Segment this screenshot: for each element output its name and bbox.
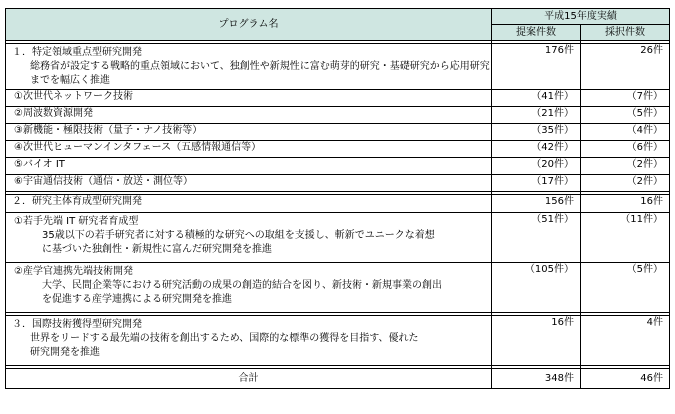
proposed-count: 176件	[492, 44, 581, 90]
adopted-count: 4件	[581, 316, 670, 366]
table-row	[6, 44, 670, 90]
adopted-count: 16件	[581, 195, 670, 213]
adopted-count: （7件）	[581, 90, 670, 107]
proposed-count: （42件）	[492, 141, 581, 158]
table-row	[6, 263, 670, 313]
sub-item-label: ④次世代ヒューマンインタフェース（五感情報通信等）	[6, 141, 492, 158]
adopted-count-header: 採択件数	[581, 25, 670, 41]
adopted-count: （2件）	[581, 175, 670, 192]
sub-item-cell	[6, 263, 492, 313]
proposed-count: 16件	[492, 316, 581, 366]
proposed-count: （17件）	[492, 175, 581, 192]
section-cell	[6, 44, 492, 90]
adopted-count: 26件	[581, 44, 670, 90]
total-adopted: 46件	[581, 369, 670, 389]
section-title: ２．研究主体育成型研究開発	[6, 195, 492, 213]
table-row	[6, 175, 670, 192]
table-row	[6, 107, 670, 124]
proposed-count-header: 提案件数	[492, 25, 581, 41]
section-description: 研究開発を推進	[30, 347, 100, 358]
table-row	[6, 90, 670, 107]
table-row	[6, 316, 670, 366]
program-name-header: プログラム名	[6, 9, 492, 41]
adopted-count: （2件）	[581, 158, 670, 175]
sub-item-label: ②周波数資源開発	[6, 107, 492, 124]
sub-item-label: ②産学官連携先端技術開発	[14, 266, 133, 277]
table-row	[6, 124, 670, 141]
proposed-count: （21件）	[492, 107, 581, 124]
sub-item-description: 35歳以下の若手研究者に対する積極的な研究への取組を支援し、斬新でユニークな着想	[42, 230, 435, 241]
total-label: 合計	[6, 369, 492, 389]
adopted-count: （4件）	[581, 124, 670, 141]
total-proposed: 348件	[492, 369, 581, 389]
adopted-count: （6件）	[581, 141, 670, 158]
adopted-count: （11件）	[581, 213, 670, 263]
year-header: 平成15年度実績	[492, 9, 670, 25]
sub-item-label: ③新機能・極限技術（量子・ナノ技術等）	[6, 124, 492, 141]
sub-item-cell	[6, 213, 492, 263]
adopted-count: （5件）	[581, 263, 670, 313]
sub-item-label: ⑤バイオ IT	[6, 158, 492, 175]
total-row	[6, 369, 670, 389]
sub-item-description: を促進する産学連携による研究開発を推進	[42, 294, 232, 305]
sub-item-description: に基づいた独創性・新規性に富んだ研究開発を推進	[42, 244, 272, 255]
sub-item-label: ①若手先端 IT 研究者育成型	[14, 216, 139, 227]
proposed-count: （20件）	[492, 158, 581, 175]
proposed-count: （41件）	[492, 90, 581, 107]
table-row	[6, 141, 670, 158]
table-row	[6, 213, 670, 263]
sub-item-description: 大学、民間企業等における研究活動の成果の創造的結合を図り、新技術・新規事業の創出	[42, 280, 442, 291]
proposed-count: （105件）	[492, 263, 581, 313]
section-description: 世界をリードする最先端の技術を創出するため、国際的な標準の獲得を目指す、優れた	[30, 333, 419, 344]
table-row	[6, 158, 670, 175]
adopted-count: （5件）	[581, 107, 670, 124]
proposed-count: （51件）	[492, 213, 581, 263]
section-title: ３．国際技術獲得型研究開発	[12, 319, 142, 330]
section-title: １．特定領域重点型研究開発	[12, 47, 142, 58]
section-cell	[6, 316, 492, 366]
proposed-count: （35件）	[492, 124, 581, 141]
program-table	[5, 8, 670, 389]
sub-item-label: ⑥宇宙通信技術（通信・放送・測位等）	[6, 175, 492, 192]
section-description: 総務省が設定する戦略的重点領域において、独創性や新規性に富む萌芽的研究・基礎研究から応用研究までを幅広く推進	[30, 61, 490, 86]
sub-item-label: ①次世代ネットワーク技術	[6, 90, 492, 107]
proposed-count: 156件	[492, 195, 581, 213]
table-row	[6, 195, 670, 213]
